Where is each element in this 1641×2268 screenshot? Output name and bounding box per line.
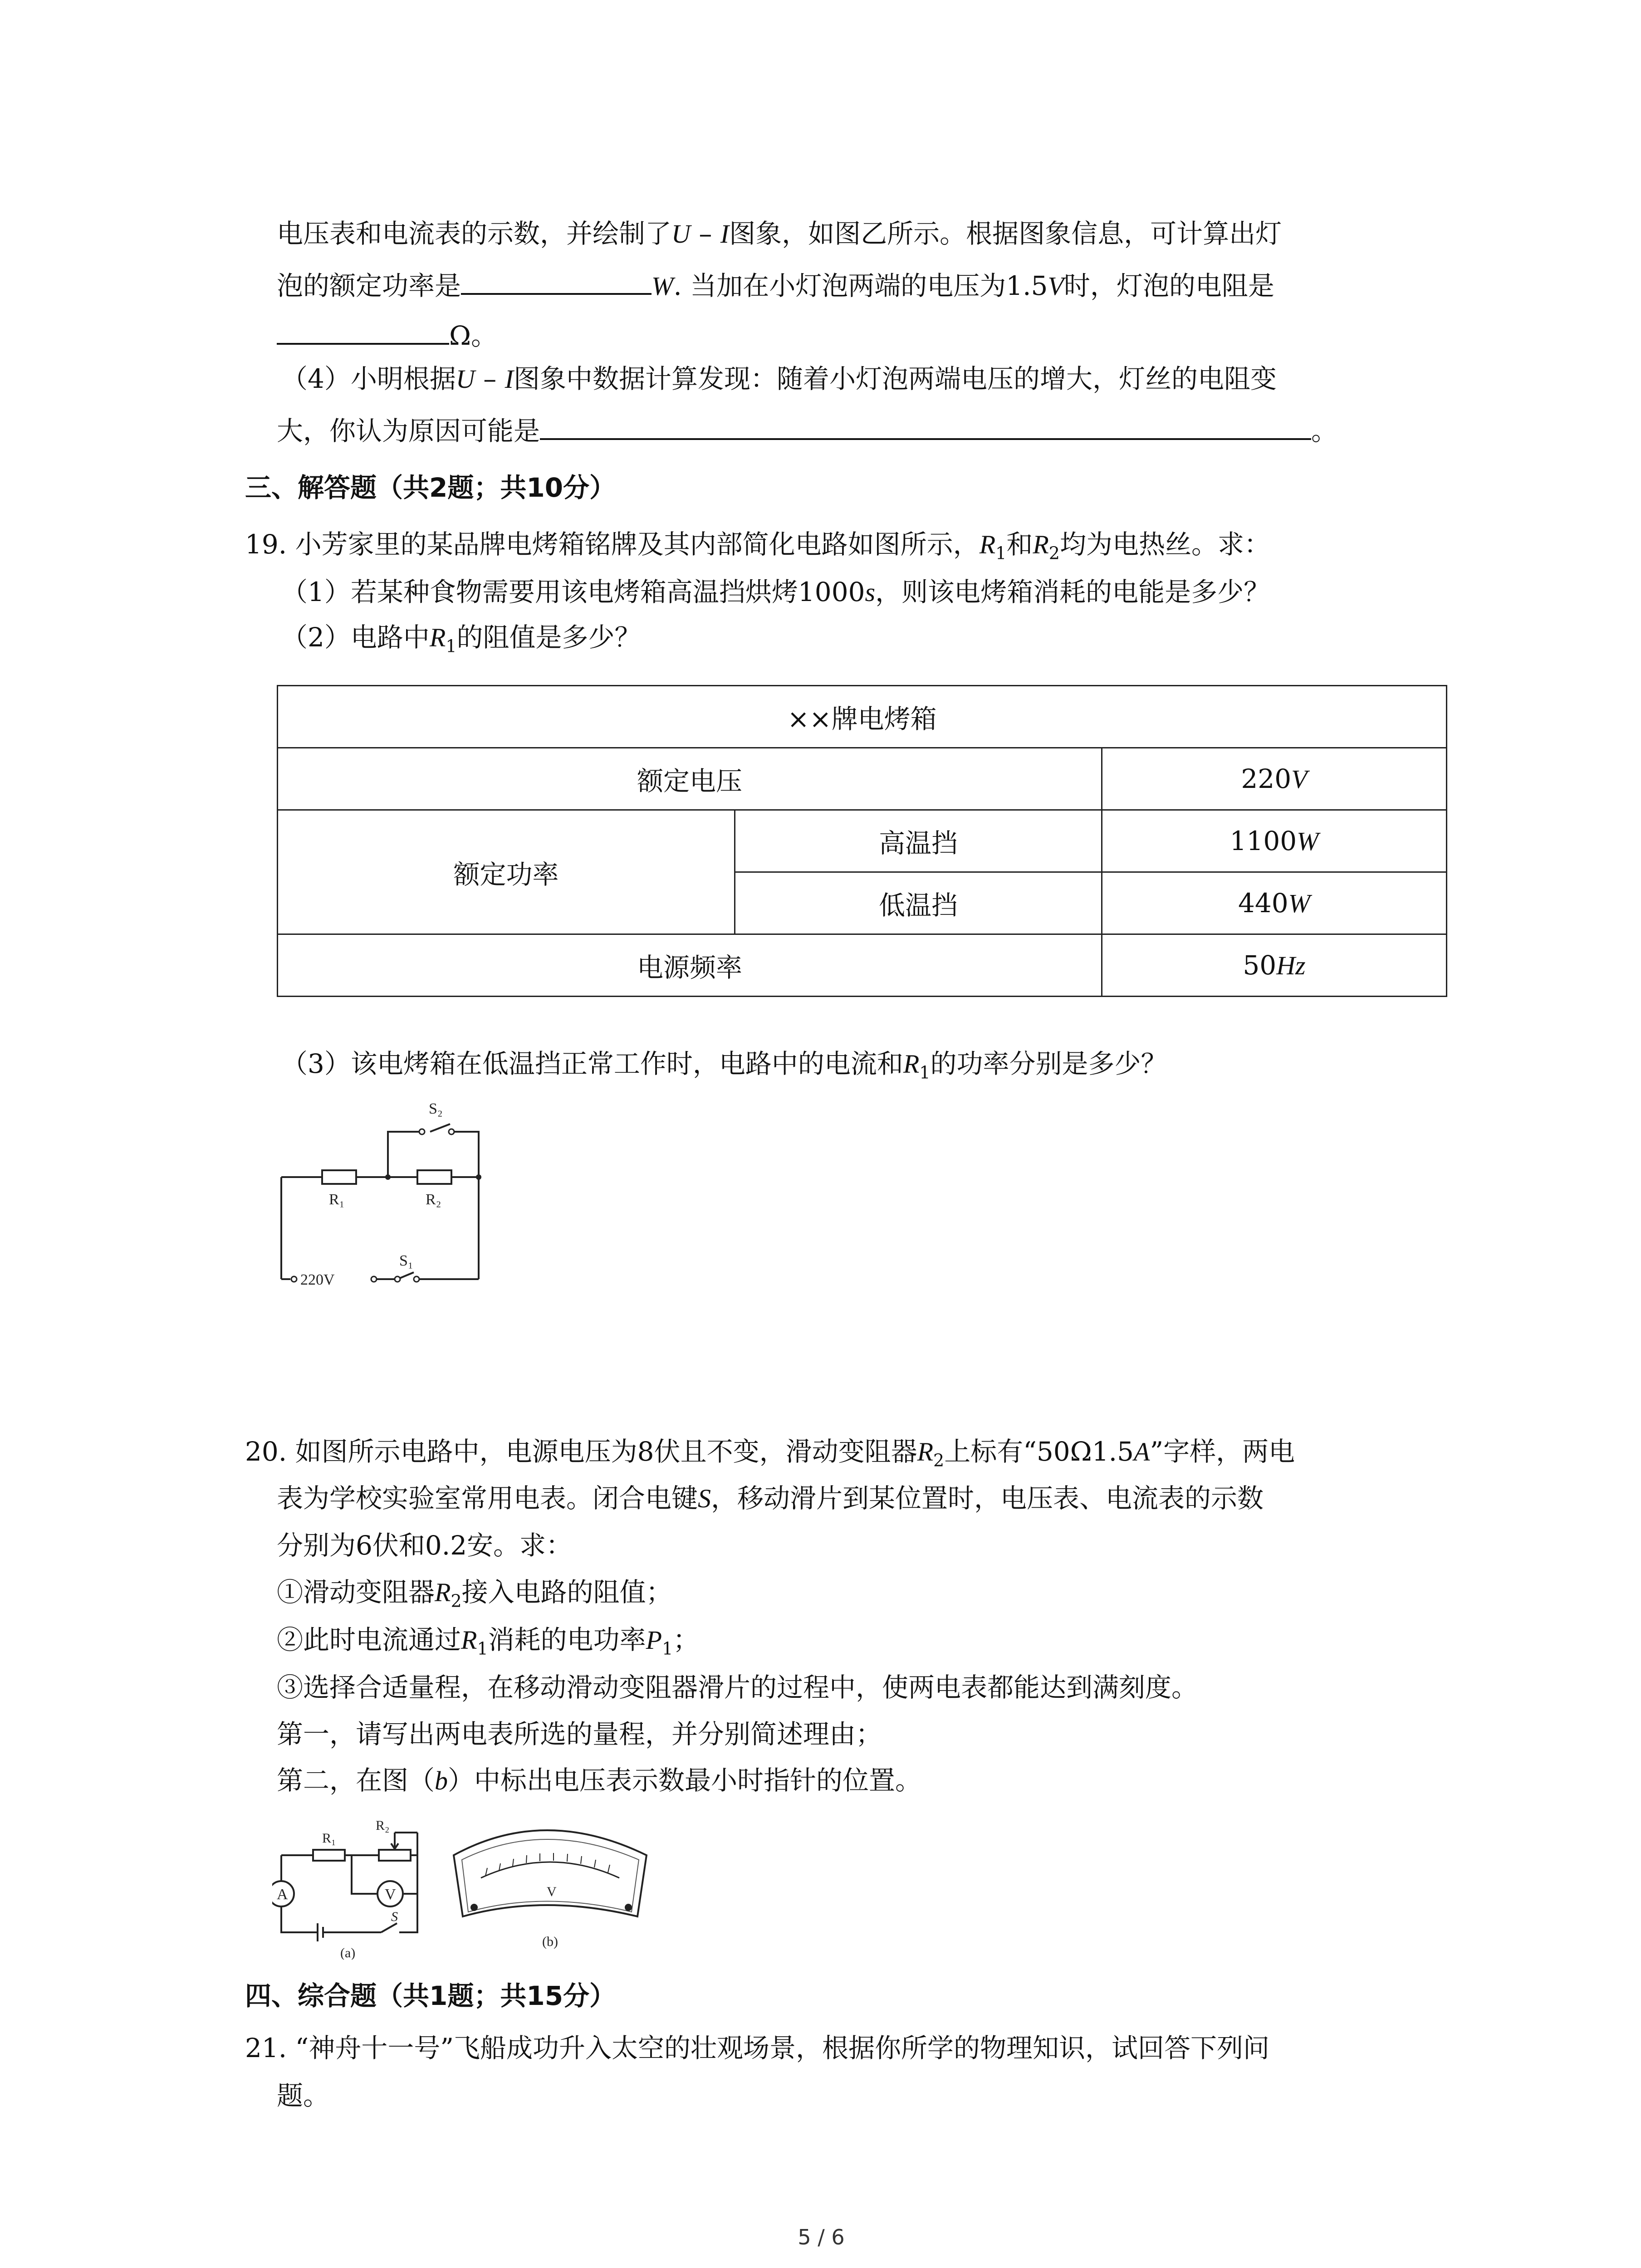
section-4-title: 四、综合题（共1题；共15分） xyxy=(245,1980,616,2011)
ammeter-label: A xyxy=(277,1886,288,1903)
voltmeter-dial xyxy=(454,1830,647,1949)
q20-figures xyxy=(272,1810,671,1960)
q18-line-1: 电压表和电流表的示数，并绘制了U – I图象，如图乙所示。根据图象信息，可计算出灯 xyxy=(277,218,1282,249)
q20-item-3-first: 第一，请写出两电表所选的量程，并分别简述理由； xyxy=(277,1719,882,1750)
q19-part-2: （2）电路中$R_1$的阻值是多少？ xyxy=(281,622,641,656)
dial-unit-label: V xyxy=(547,1884,557,1899)
low-setting-value: 440W xyxy=(1102,872,1446,934)
fig20-switch-label: S xyxy=(391,1909,398,1924)
q20-line-1: 20. 如图所示电路中，电源电压为8伏且不变，滑动变阻器$R_2$上标有“50Ω1.5A”字样，两电 xyxy=(245,1436,1295,1471)
q18-part4-line-2: 大，你认为原因可能是 。 xyxy=(277,413,1337,447)
rated-power-label: 额定功率 xyxy=(278,810,735,934)
q18-part4-line-1: （4）小明根据U – I图象中数据计算发现：随着小灯泡两端电压的增大，灯丝的电阻变 xyxy=(281,363,1277,394)
answer-blank-reason[interactable] xyxy=(540,413,1311,440)
section-3-title: 三、解答题（共2题；共10分） xyxy=(245,472,616,503)
oven-circuit-svg xyxy=(272,1089,526,1302)
table-title: ××牌电烤箱 xyxy=(278,686,1447,748)
voltmeter-label: V xyxy=(385,1886,396,1903)
q20-line-2: 表为学校实验室常用电表。闭合电键S，移动滑片到某位置时，电压表、电流表的示数 xyxy=(277,1483,1264,1514)
fig20-r1-label: R₁ xyxy=(322,1831,336,1846)
caption-a: (a) xyxy=(340,1945,356,1960)
rated-voltage-value: 220V xyxy=(1102,748,1446,810)
q20-item-3-second: 第二，在图（b）中标出电压表示数最小时指针的位置。 xyxy=(277,1765,922,1796)
fig19-voltage-label: 220V xyxy=(300,1271,335,1288)
q20-figures-svg xyxy=(272,1810,671,1960)
frequency-label: 电源频率 xyxy=(278,934,1102,997)
q19-part-3: （3）该电烤箱在低温挡正常工作时，电路中的电流和$R_1$的功率分别是多少？ xyxy=(281,1048,1167,1083)
oven-spec-table xyxy=(277,685,1447,997)
q21-line-2: 题。 xyxy=(277,2080,330,2111)
q19-part-1: （1）若某种食物需要用该电烤箱高温挡烘烤1000s，则该电烤箱消耗的电能是多少？ xyxy=(281,577,1270,607)
answer-blank-resistance[interactable] xyxy=(277,318,449,345)
page-number: 5 / 6 xyxy=(798,2225,845,2249)
low-setting-label: 低温挡 xyxy=(735,872,1102,934)
q20-item-3: ③选择合适量程，在移动滑动变阻器滑片的过程中，使两电表都能达到满刻度。 xyxy=(277,1672,1198,1703)
q20-item-2: ②此时电流通过$R_1$消耗的电功率$P_1$； xyxy=(277,1624,700,1659)
answer-blank-power[interactable] xyxy=(461,268,652,295)
q21-line-1: 21. “神舟十一号”飞船成功升入太空的壮观场景，根据你所学的物理知识，试回答下列问 xyxy=(245,2033,1269,2063)
frequency-value: 50Hz xyxy=(1102,934,1446,997)
fig19-r2-label: R₂ xyxy=(426,1191,441,1208)
q20-item-1: ①滑动变阻器$R_2$接入电路的阻值； xyxy=(277,1577,672,1611)
q20-line-3: 分别为6伏和0.2安。求： xyxy=(277,1530,573,1561)
fig19-s1-label: S₁ xyxy=(399,1252,413,1269)
rated-voltage-label: 额定电压 xyxy=(278,748,1102,810)
fig19-r1-label: R₁ xyxy=(329,1191,345,1208)
q18-line-2: 泡的额定功率是 W. 当加在小灯泡两端的电压为1.5V时，灯泡的电阻是 xyxy=(277,268,1274,302)
fig20-r2-label: R₂ xyxy=(376,1818,390,1833)
caption-b: (b) xyxy=(542,1934,558,1949)
high-setting-value: 1100W xyxy=(1102,810,1446,872)
q18-line-3: Ω。 xyxy=(277,318,497,352)
q19-stem: 19. 小芳家里的某品牌电烤箱铭牌及其内部简化电路如图所示，$R_1$和$R_2$均为电热丝。求： xyxy=(245,529,1270,563)
fig19-s2-label: S₂ xyxy=(429,1100,443,1117)
oven-circuit-diagram xyxy=(272,1089,526,1302)
high-setting-label: 高温挡 xyxy=(735,810,1102,872)
